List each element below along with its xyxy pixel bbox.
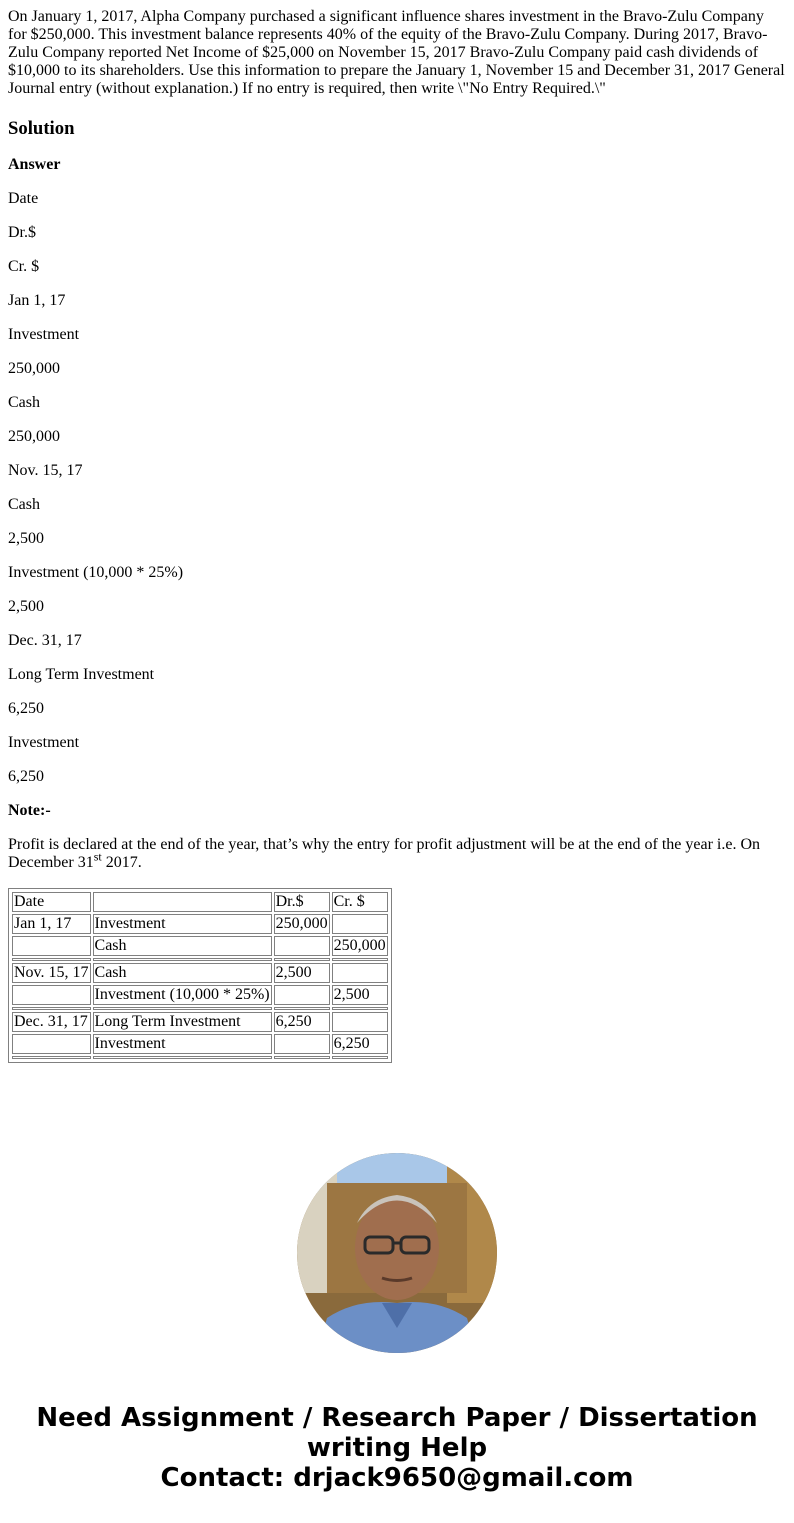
answer-line: 2,500 [8, 598, 44, 615]
table-cell: 250,000 [275, 915, 328, 932]
author-portrait-image [297, 1153, 497, 1353]
table-cell: Investment [93, 1034, 272, 1054]
journal-table [8, 888, 392, 1063]
table-header-row [12, 892, 388, 912]
table-cell [332, 963, 388, 983]
table-row [12, 936, 388, 956]
note-superscript: st [93, 849, 102, 864]
answer-line: Dec. 31, 17 [8, 632, 82, 649]
question-text: On January 1, 2017, Alpha Company purchased a significant influence shares investment in the Bravo-Zulu Company for $250,000. This investment balance represents 40% of the equity of the Bravo-Zulu Company. During 2017, Bravo-Zulu Company reported Net Income of $25,000 on November 15, 2017 Bravo-Zulu Company paid cash dividends of $10,000 to its shareholders. Use this information to prepare the January 1, November 15 and December 31, 2017 General Journal entry (without explanation.) If no entry is required, then write \"No Entry Required.\" [8, 8, 785, 97]
table-row [12, 985, 388, 1005]
table-cell [12, 985, 91, 1005]
table-cell: Dr.$ [274, 892, 330, 912]
note-label: Note:- [8, 802, 51, 819]
table-cell: Investment [93, 914, 272, 934]
table-row [12, 1012, 388, 1032]
answer-line: Nov. 15, 17 [8, 462, 83, 479]
answer-line: 2,500 [8, 530, 44, 547]
table-cell: Cash [93, 936, 272, 956]
table-row [12, 963, 388, 983]
table-cell: Jan 1, 17 [12, 914, 91, 934]
table-separator-row [12, 1007, 388, 1010]
answer-line: Jan 1, 17 [8, 292, 66, 309]
answer-line: Investment [8, 326, 80, 343]
table-cell: Cr. $ [332, 892, 388, 912]
table-cell: 250,000 [333, 937, 386, 954]
table-separator-row [12, 1056, 388, 1059]
promo-contact: Contact: drjack9650@gmail.com [160, 1463, 634, 1493]
table-row [12, 914, 388, 934]
promo-line: writing Help [306, 1433, 488, 1463]
answer-label: Answer [8, 156, 61, 173]
table-cell: Dec. 31, 17 [12, 1012, 91, 1032]
answer-line: 250,000 [8, 428, 60, 445]
promo-banner [0, 1403, 794, 1493]
answer-line: 6,250 [8, 768, 44, 785]
table-cell: Investment (10,000 * 25%) [94, 986, 270, 1003]
table-cell: Long Term Investment [93, 1012, 272, 1032]
answer-line: 6,250 [8, 700, 44, 717]
table-cell [274, 936, 330, 956]
answer-line: Investment [8, 734, 80, 751]
table-cell [12, 936, 91, 956]
table-cell [332, 1012, 388, 1032]
answer-line: Investment (10,000 * 25%) [8, 564, 184, 581]
answer-line: Cash [8, 394, 40, 411]
table-cell: 6,250 [274, 1012, 330, 1032]
note-text: Profit is declared at the end of the year, that’s why the entry for profit adjustment will be at the end of the year i.e. On December 31st 2017. [8, 836, 761, 871]
answer-line: Cr. $ [8, 258, 40, 275]
promo-line: Need Assignment / Research Paper / Dissertation [36, 1403, 758, 1433]
table-separator-row [12, 958, 388, 961]
answer-line: Dr.$ [8, 224, 36, 241]
table-cell: 6,250 [332, 1034, 388, 1054]
table-cell [274, 1034, 330, 1054]
table-cell [274, 985, 330, 1005]
answer-line: Long Term Investment [8, 666, 155, 683]
table-cell [93, 892, 272, 912]
table-cell: Nov. 15, 17 [14, 964, 89, 981]
table-cell: 2,500 [332, 985, 388, 1005]
table-cell: Date [12, 892, 91, 912]
answer-line: 250,000 [8, 360, 60, 377]
table-cell: 2,500 [274, 963, 330, 983]
table-row [12, 1034, 388, 1054]
answer-line: Cash [8, 496, 40, 513]
table-cell: Cash [93, 963, 272, 983]
table-cell [12, 1034, 91, 1054]
answer-line: Date [8, 190, 39, 207]
author-avatar [297, 1153, 497, 1353]
table-cell [332, 914, 388, 934]
solution-heading: Solution [8, 118, 75, 139]
